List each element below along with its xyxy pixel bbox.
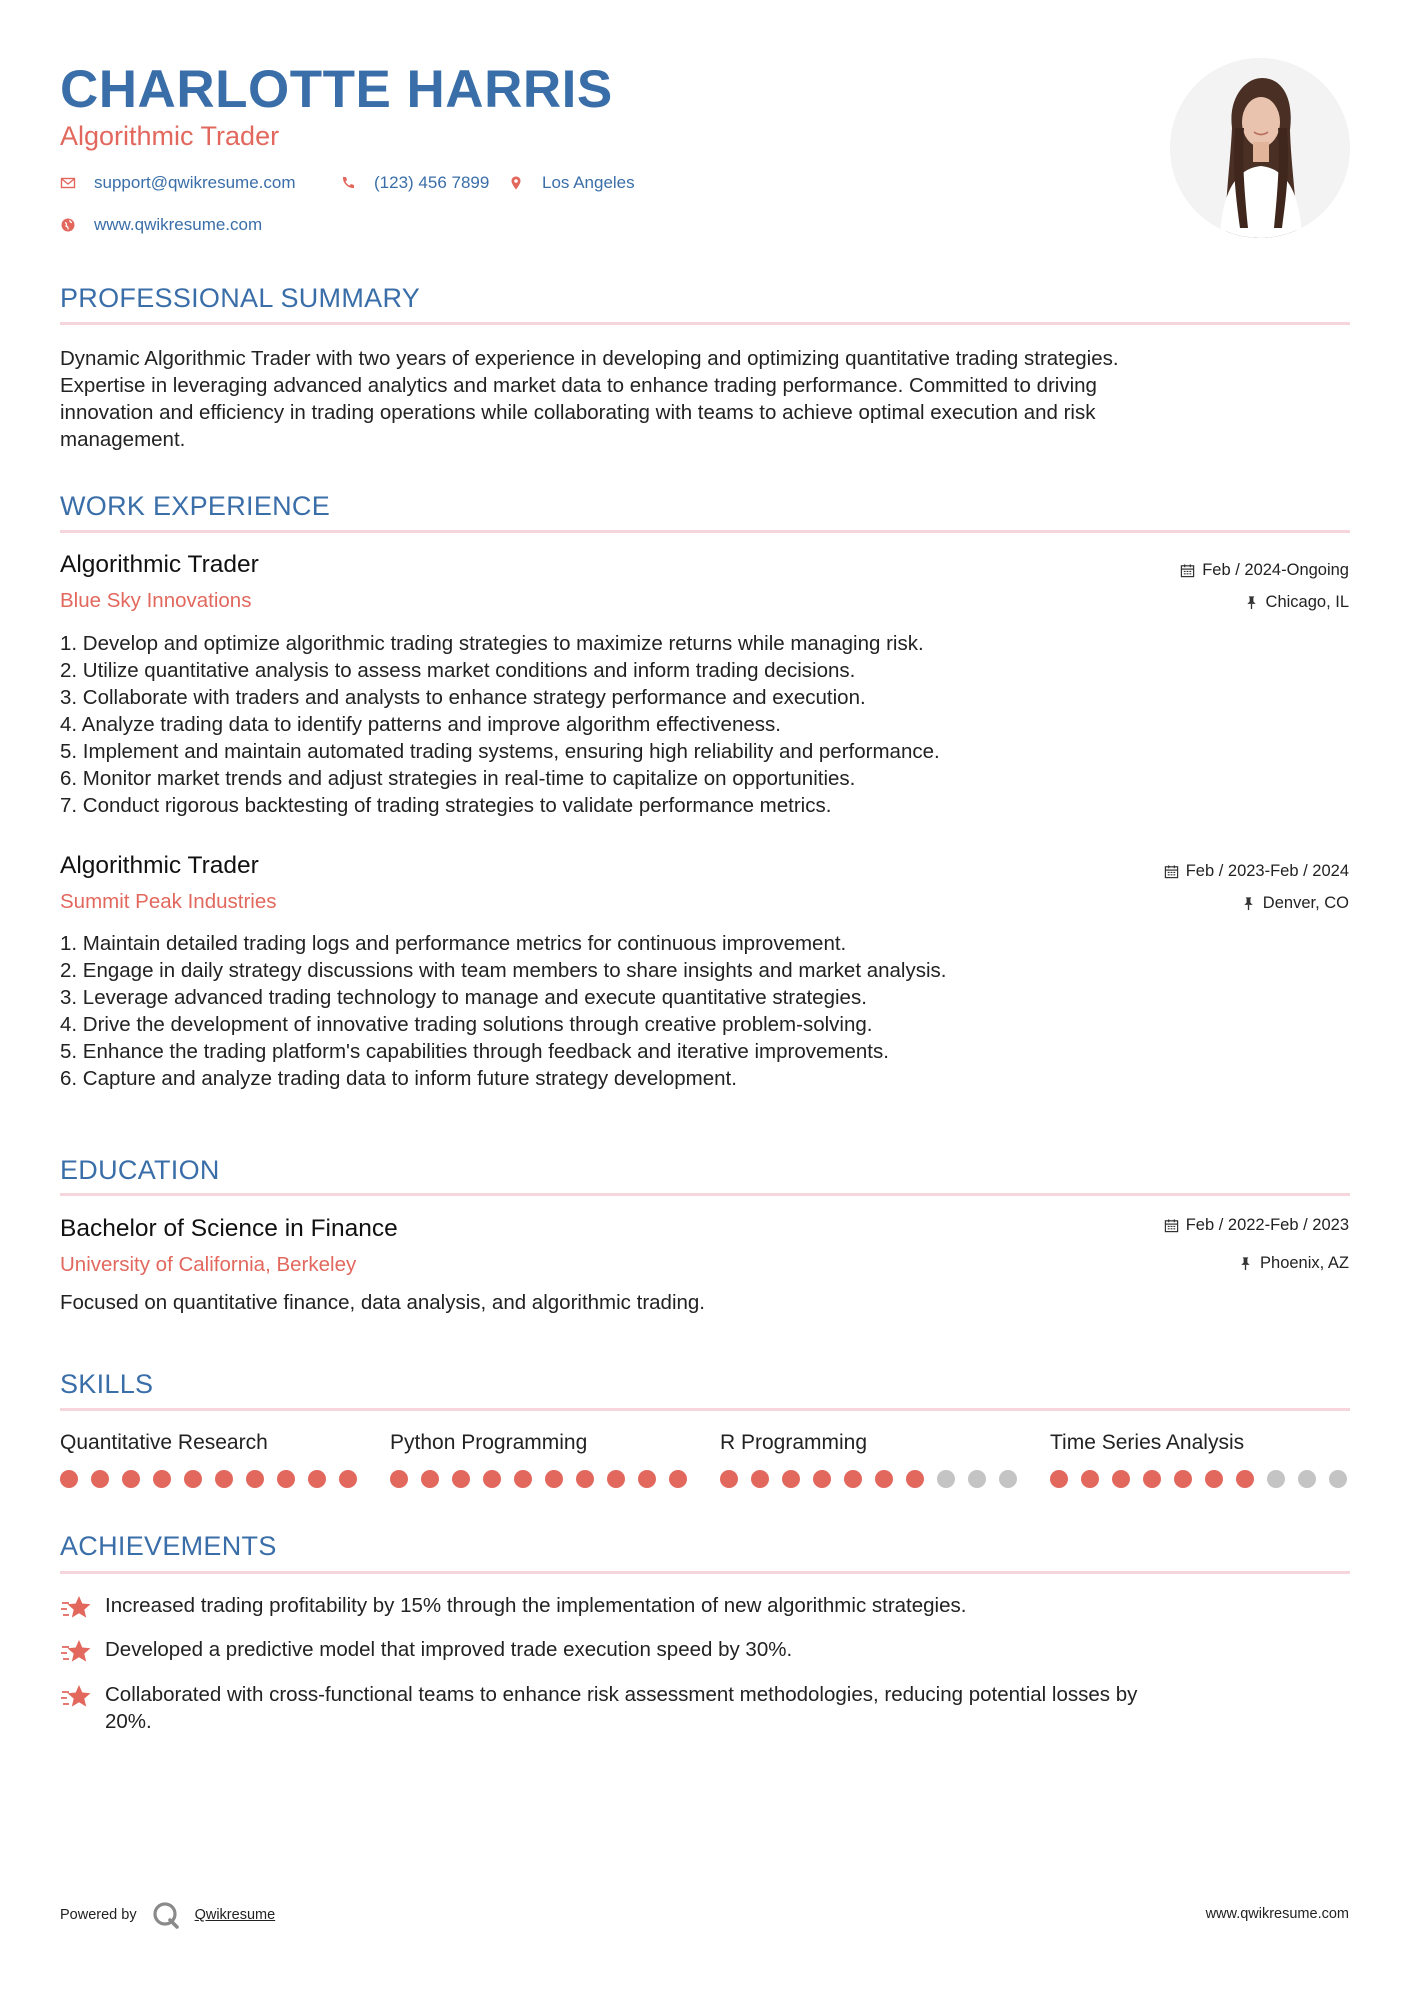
pushpin-icon (1238, 1256, 1253, 1271)
experience-divider (60, 530, 1350, 533)
rating-dot-filled (1081, 1470, 1099, 1488)
rating-dot-filled (122, 1470, 140, 1488)
achievement-line: Collaborated with cross-functional teams to enhance risk assessment methodologies, reducing potential losses by (105, 1683, 1138, 1706)
envelope-icon (60, 175, 76, 191)
rating-dot-filled (844, 1470, 862, 1488)
skill-rating (390, 1470, 690, 1488)
skills-divider (60, 1408, 1350, 1411)
job-company: Blue Sky Innovations (60, 589, 252, 612)
candidate-name: CHARLOTTE HARRIS (60, 60, 613, 119)
rating-dot-filled (421, 1470, 439, 1488)
list-item: 2. Engage in daily strategy discussions with team members to share insights and market analysis. (60, 959, 947, 982)
job-dates (1164, 860, 1349, 882)
education-heading: EDUCATION (60, 1155, 220, 1185)
rating-dot-filled (390, 1470, 408, 1488)
skill-rating (60, 1470, 360, 1488)
skill-item (1050, 1430, 1350, 1456)
skills-heading: SKILLS (60, 1369, 154, 1399)
achievement-line: Developed a predictive model that improved trade execution speed by 30%. (105, 1638, 793, 1661)
list-item: 2. Utilize quantitative analysis to assess market conditions and inform trading decisions. (60, 659, 856, 682)
rating-dot-filled (514, 1470, 532, 1488)
rating-dot-filled (875, 1470, 893, 1488)
star-icon (60, 1682, 92, 1712)
calendar-icon (1164, 1218, 1179, 1233)
contact-location (508, 172, 635, 194)
summary-text (60, 345, 1340, 453)
skill-name: Python Programming (390, 1431, 588, 1454)
star-icon (60, 1637, 92, 1667)
job-dates (1180, 559, 1349, 581)
rating-dot-filled (906, 1470, 924, 1488)
achievement-text (105, 1681, 1137, 1735)
star-icon (60, 1593, 92, 1623)
job-dates-text: Feb / 2024-Ongoing (1202, 561, 1349, 579)
rating-dot-empty (968, 1470, 986, 1488)
job-location-text: Denver, CO (1262, 894, 1349, 912)
rating-dot-filled (246, 1470, 264, 1488)
summary-line: innovation and efficiency in trading operations while collaborating with teams to achieve optimal execution and risk (60, 401, 1096, 424)
skill-rating (1050, 1470, 1350, 1488)
globe-icon (60, 217, 76, 233)
calendar-icon (1164, 864, 1179, 879)
profile-photo (1170, 58, 1350, 238)
skill-name: Quantitative Research (60, 1431, 268, 1454)
summary-divider (60, 322, 1350, 325)
job-location (1241, 892, 1349, 914)
education-dates-text: Feb / 2022-Feb / 2023 (1185, 1216, 1349, 1234)
job-location (1244, 591, 1349, 613)
skill-item (720, 1430, 1020, 1456)
qwikresume-link[interactable]: Qwikresume (194, 1907, 276, 1923)
job-duties-list (60, 930, 1350, 1092)
rating-dot-filled (813, 1470, 831, 1488)
list-item: 3. Collaborate with traders and analysts to enhance strategy performance and execution. (60, 686, 866, 709)
rating-dot-filled (1236, 1470, 1254, 1488)
list-item: 1. Maintain detailed trading logs and performance metrics for continuous improvement. (60, 932, 847, 955)
achievement-line: Increased trading profitability by 15% through the implementation of new algorithmic strategies. (105, 1594, 967, 1617)
skill-name: R Programming (720, 1431, 868, 1454)
summary-line: Dynamic Algorithmic Trader with two years of experience in developing and optimizing quantitative trading strategies. (60, 347, 1119, 370)
email-text[interactable]: support@qwikresume.com (94, 173, 296, 192)
rating-dot-empty (1298, 1470, 1316, 1488)
job-dates-text: Feb / 2023-Feb / 2024 (1185, 862, 1349, 880)
summary-heading: PROFESSIONAL SUMMARY (60, 283, 421, 313)
contact-phone[interactable] (340, 172, 489, 194)
pushpin-icon (1241, 896, 1256, 911)
rating-dot-empty (999, 1470, 1017, 1488)
education-description: Focused on quantitative finance, data analysis, and algorithmic trading. (60, 1291, 705, 1314)
achievements-heading: ACHIEVEMENTS (60, 1531, 277, 1561)
contact-website[interactable] (60, 214, 262, 236)
rating-dot-filled (339, 1470, 357, 1488)
job-location-text: Chicago, IL (1265, 593, 1349, 611)
achievement-line: 20%. (105, 1710, 152, 1733)
experience-heading: WORK EXPERIENCE (60, 491, 331, 521)
rating-dot-filled (1112, 1470, 1130, 1488)
rating-dot-filled (215, 1470, 233, 1488)
website-text[interactable]: www.qwikresume.com (94, 215, 263, 234)
education-location-text: Phoenix, AZ (1260, 1254, 1349, 1272)
rating-dot-filled (669, 1470, 687, 1488)
achievement-item (60, 1636, 1350, 1667)
rating-dot-filled (607, 1470, 625, 1488)
rating-dot-filled (1174, 1470, 1192, 1488)
job-duties-list (60, 630, 1350, 819)
contact-email[interactable] (60, 172, 296, 194)
list-item: 4. Analyze trading data to identify patterns and improve algorithm effectiveness. (60, 713, 781, 736)
rating-dot-filled (1205, 1470, 1223, 1488)
education-divider (60, 1193, 1350, 1196)
rating-dot-filled (153, 1470, 171, 1488)
calendar-icon (1180, 563, 1195, 578)
rating-dot-filled (483, 1470, 501, 1488)
rating-dot-empty (1329, 1470, 1347, 1488)
skill-name: Time Series Analysis (1050, 1431, 1245, 1454)
portrait-image (1170, 58, 1350, 238)
job-title: Algorithmic Trader (60, 551, 259, 578)
list-item: 6. Capture and analyze trading data to inform future strategy development. (60, 1067, 737, 1090)
rating-dot-filled (782, 1470, 800, 1488)
achievement-text (105, 1592, 966, 1619)
rating-dot-filled (452, 1470, 470, 1488)
list-item: 3. Leverage advanced trading technology to manage and execute quantitative strategies. (60, 986, 867, 1009)
rating-dot-filled (720, 1470, 738, 1488)
skill-item (390, 1430, 690, 1456)
rating-dot-filled (277, 1470, 295, 1488)
skill-rating (720, 1470, 1020, 1488)
rating-dot-filled (576, 1470, 594, 1488)
job-company: Summit Peak Industries (60, 890, 277, 913)
rating-dot-filled (1050, 1470, 1068, 1488)
rating-dot-filled (91, 1470, 109, 1488)
rating-dot-filled (60, 1470, 78, 1488)
school-name: University of California, Berkeley (60, 1253, 357, 1276)
achievements-divider (60, 1571, 1350, 1574)
achievement-item (60, 1681, 1350, 1735)
education-dates (1164, 1214, 1349, 1236)
rating-dot-filled (1143, 1470, 1161, 1488)
skill-item (60, 1430, 360, 1456)
rating-dot-filled (308, 1470, 326, 1488)
job-title: Algorithmic Trader (60, 852, 259, 879)
phone-text[interactable]: (123) 456 7899 (374, 173, 490, 192)
rating-dot-filled (545, 1470, 563, 1488)
map-pin-icon (508, 175, 524, 191)
footer-powered-by (60, 1900, 275, 1930)
pushpin-icon (1244, 595, 1259, 610)
rating-dot-filled (638, 1470, 656, 1488)
list-item: 6. Monitor market trends and adjust strategies in real-time to capitalize on opportunities. (60, 767, 856, 790)
qwikresume-logo-icon (151, 1900, 181, 1930)
rating-dot-filled (184, 1470, 202, 1488)
degree-title: Bachelor of Science in Finance (60, 1215, 398, 1242)
candidate-role: Algorithmic Trader (60, 121, 280, 151)
list-item: 5. Implement and maintain automated trading systems, ensuring high reliability and performance. (60, 740, 940, 763)
list-item: 4. Drive the development of innovative trading solutions through creative problem-solving. (60, 1013, 873, 1036)
achievement-text (105, 1636, 792, 1663)
powered-by-label: Powered by (60, 1907, 137, 1923)
summary-line: management. (60, 428, 186, 451)
education-location (1238, 1252, 1349, 1274)
list-item: 7. Conduct rigorous backtesting of trading strategies to validate performance metrics. (60, 794, 832, 817)
summary-line: Expertise in leveraging advanced analytics and market data to enhance trading performance. Committed to driving (60, 374, 1097, 397)
list-item: 1. Develop and optimize algorithmic trading strategies to maximize returns while managing risk. (60, 632, 924, 655)
rating-dot-filled (751, 1470, 769, 1488)
rating-dot-empty (1267, 1470, 1285, 1488)
footer-website[interactable]: www.qwikresume.com (1205, 1906, 1349, 1922)
location-text: Los Angeles (542, 173, 635, 192)
list-item: 5. Enhance the trading platform's capabilities through feedback and iterative improvements. (60, 1040, 889, 1063)
rating-dot-empty (937, 1470, 955, 1488)
achievement-item (60, 1592, 1350, 1623)
phone-icon (340, 175, 356, 191)
